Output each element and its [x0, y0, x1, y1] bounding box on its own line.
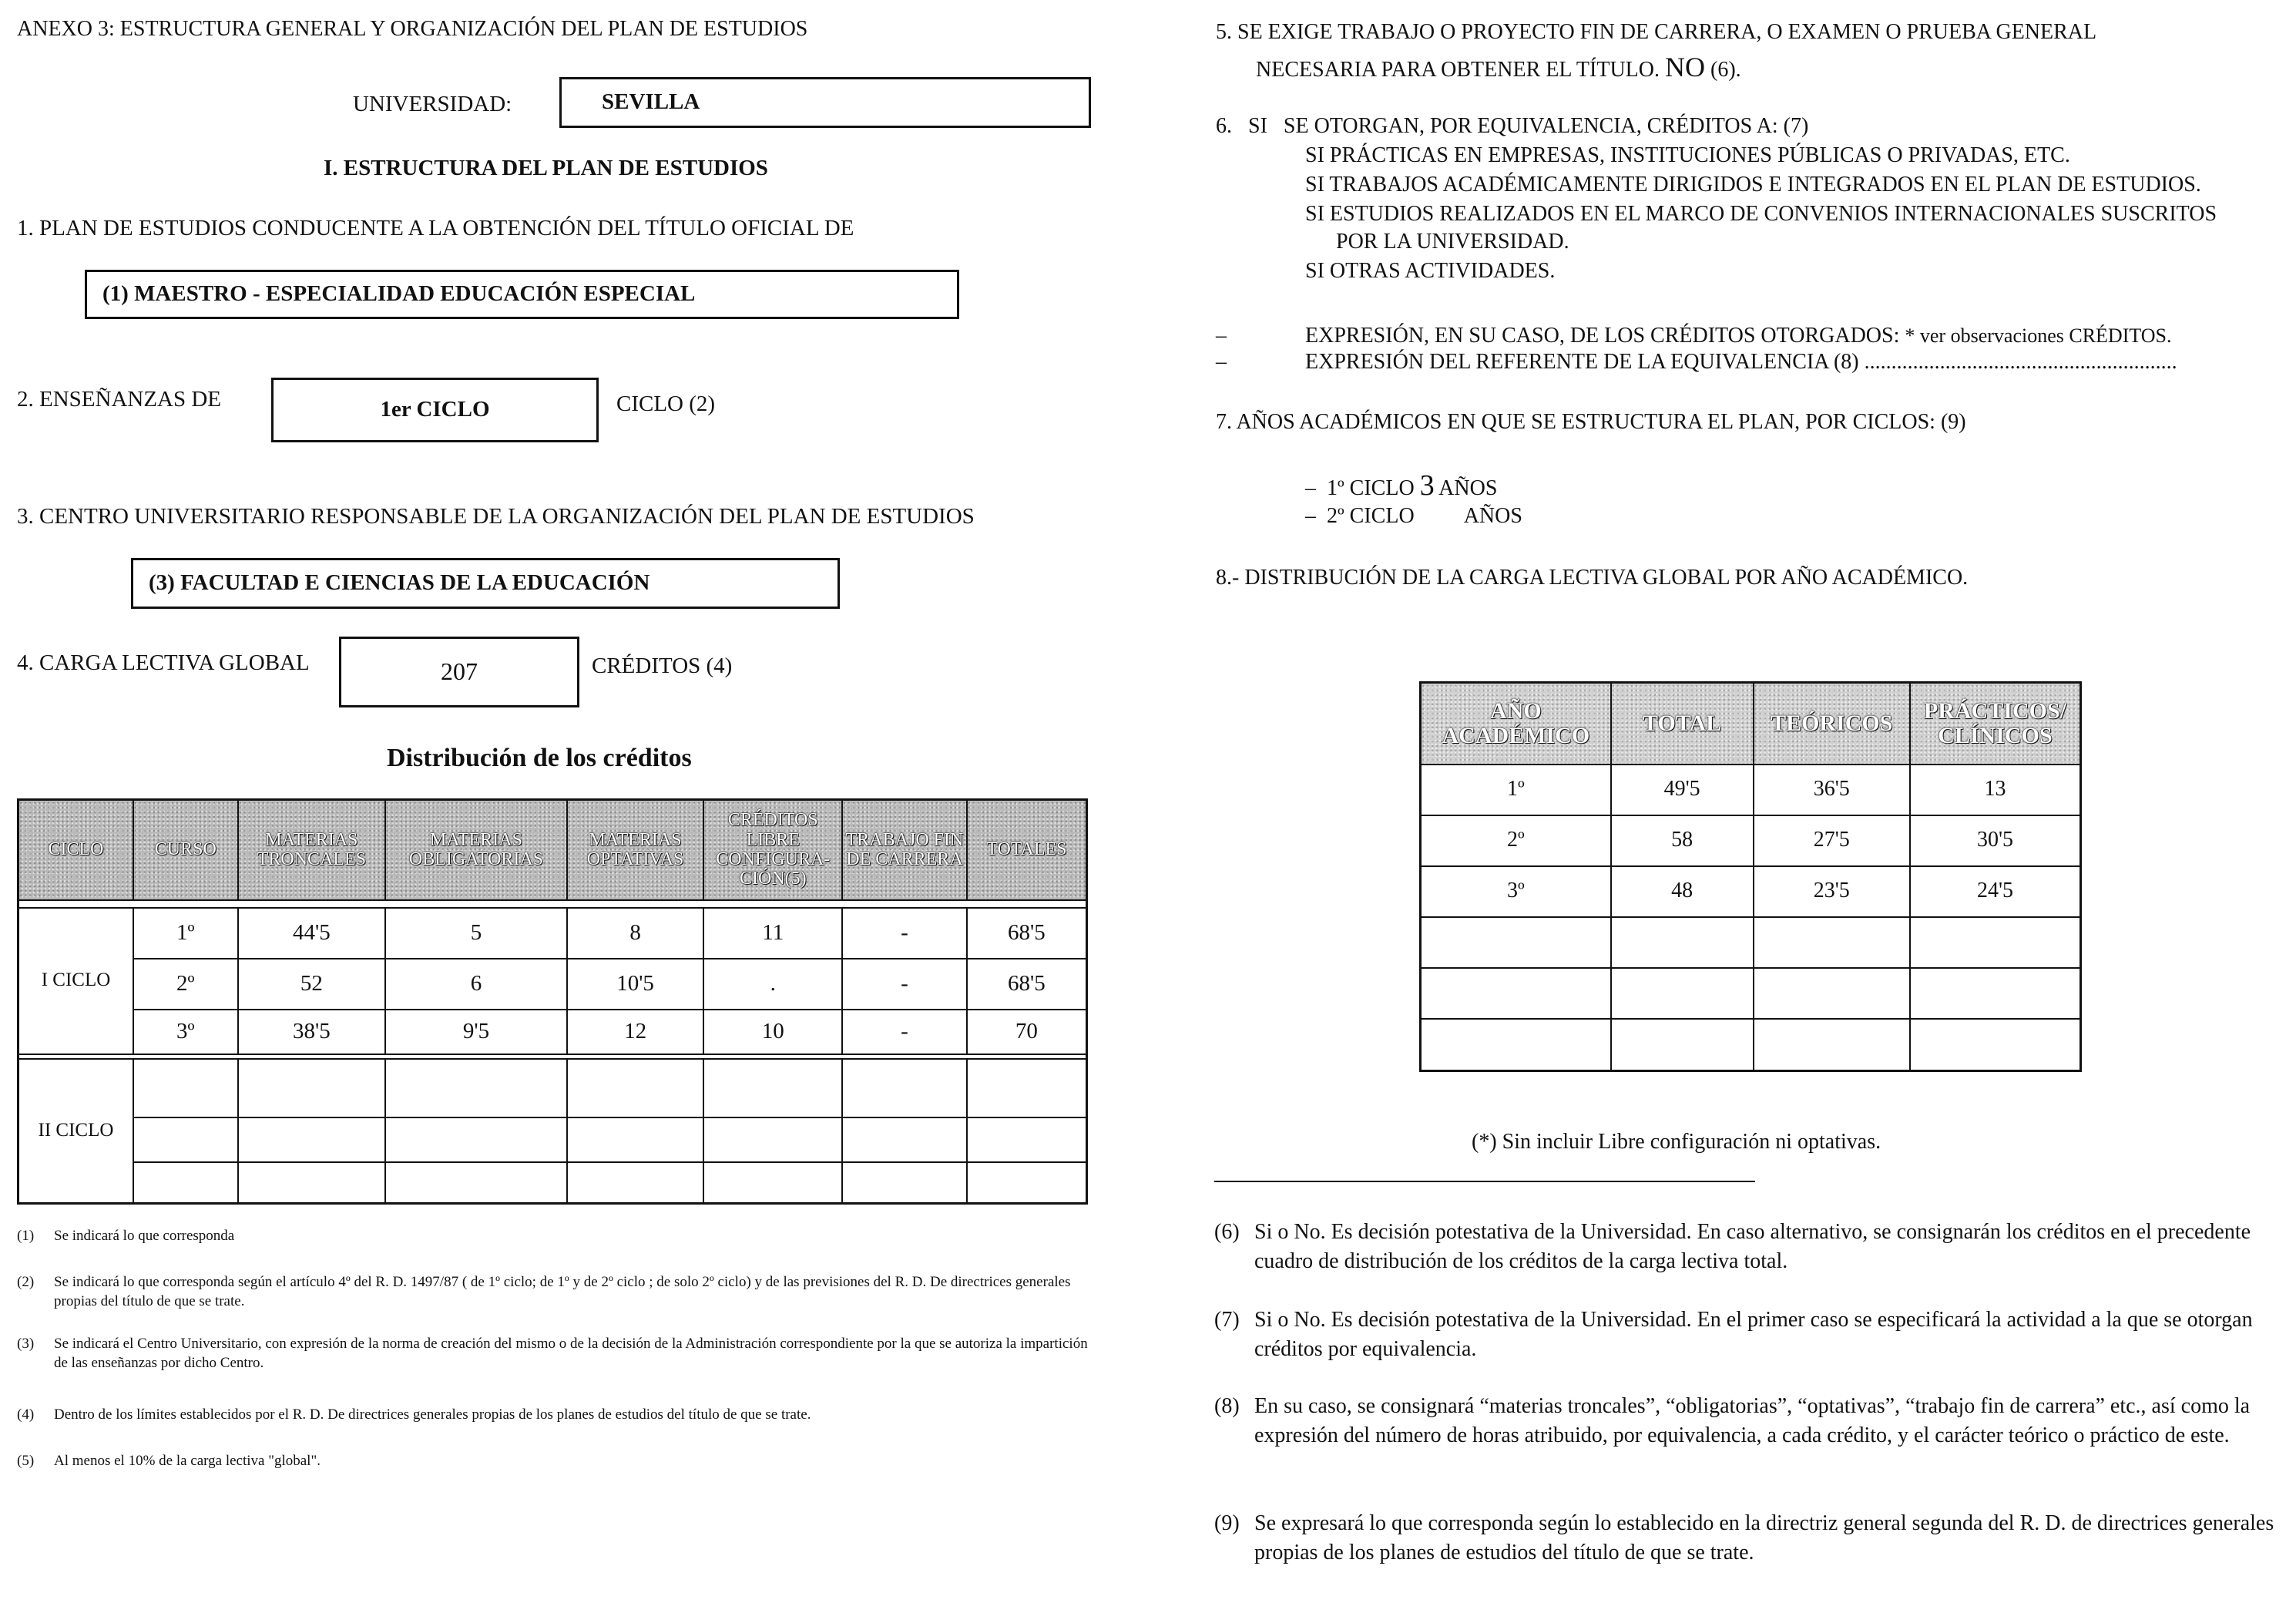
- table-cell: 5: [385, 908, 567, 959]
- footnote-9: (9) Se expresará lo que corresponda según lo establecido en la directriz general segunda del R. D. de directrices generales propias de los planes de estudios del título de que se trate.: [1214, 1511, 2274, 1564]
- item5-ref: (6).: [1710, 58, 1741, 82]
- table-row: [1421, 866, 2081, 917]
- table-cell: 1º: [133, 908, 238, 959]
- table-cell: 13: [1910, 765, 2081, 815]
- cycle1-label: I CICLO: [18, 908, 133, 1054]
- table-row: [18, 908, 1087, 959]
- header-troncales: MATERIAS TRONCALES: [238, 800, 386, 900]
- header-trabajo-fin-carrera: TRABAJO FIN DE CARRERA: [842, 800, 967, 900]
- table-cell: 2º: [133, 959, 238, 1010]
- title-value: (1) MAESTRO - ESPECIALIDAD EDUCACIÓN ESPECIAL: [102, 281, 696, 307]
- item5-line2: [1256, 49, 1741, 86]
- item2-suffix: CICLO (2): [616, 392, 716, 416]
- title-box: [85, 270, 959, 319]
- table-cell: -: [842, 908, 967, 959]
- table-cell: 1º: [1421, 765, 1611, 815]
- credits-value: 207: [441, 657, 478, 686]
- annex-title-text: ANEXO 3: ESTRUCTURA GENERAL Y ORGANIZACIÓN DEL PLAN DE ESTUDIOS: [17, 17, 808, 41]
- item6-dash1-text: EXPRESIÓN, EN SU CASO, DE LOS CRÉDITOS OTORGADOS:: [1305, 324, 1900, 348]
- table-cell: 10: [703, 1010, 842, 1054]
- table-cell: -: [842, 959, 967, 1010]
- table-cell: 11: [703, 908, 842, 959]
- item6-header: [1216, 113, 1808, 140]
- header-practicos: PRÁCTICOS/ CLÍNICOS: [1910, 683, 2081, 765]
- cycle-box: [271, 378, 599, 442]
- table-row: [1421, 968, 2081, 1019]
- header-total: TOTAL: [1611, 683, 1754, 765]
- table-cell: 68'5: [967, 959, 1087, 1010]
- item1-label: 1. PLAN DE ESTUDIOS CONDUCENTE A LA OBTENCIÓN DEL TÍTULO OFICIAL DE: [17, 216, 854, 240]
- footnote-2: (2) Se indicará lo que corresponda según el artículo 4º del R. D. 1497/87 ( de 1º ciclo; de 1º y de 2º ciclo ; de solo 2º ciclo) y de las previsiones del R. D. De directrices generales propias del título de que se trate.: [17, 1274, 1071, 1309]
- item6-option-2: SI TRABAJOS ACADÉMICAMENTE DIRIGIDOS E INTEGRADOS EN EL PLAN DE ESTUDIOS.: [1305, 173, 2201, 197]
- table-cell: 23'5: [1754, 866, 1910, 917]
- item7-cycle-1: – 1º CICLO 3 AÑOS: [1305, 469, 1498, 502]
- cycle-value: 1er CICLO: [380, 397, 490, 422]
- table-cell: -: [842, 1010, 967, 1054]
- table-cell: 3º: [1421, 866, 1611, 917]
- annex-title: [17, 15, 807, 43]
- table-cell: 3º: [133, 1010, 238, 1054]
- centre-value: (3) FACULTAD E CIENCIAS DE LA EDUCACIÓN: [149, 570, 650, 596]
- table-row: [18, 1117, 1087, 1162]
- table-cell: 38'5: [238, 1010, 386, 1054]
- table-cell: 48: [1611, 866, 1754, 917]
- table-row: [1421, 765, 2081, 815]
- footnote-5: (5) Al menos el 10% de la carga lectiva "global".: [17, 1453, 321, 1469]
- table-cell: 24'5: [1910, 866, 2081, 917]
- footnote-divider: [1214, 1181, 1755, 1182]
- table-cell: 30'5: [1910, 815, 2081, 866]
- item3-label: 3. CENTRO UNIVERSITARIO RESPONSABLE DE LA ORGANIZACIÓN DEL PLAN DE ESTUDIOS: [17, 504, 975, 529]
- table-row: [18, 1059, 1087, 1117]
- year-table-note: (*) Sin incluir Libre configuración ni optativas.: [1472, 1130, 1881, 1154]
- header-ciclo: CICLO: [18, 800, 133, 900]
- table-row: [1421, 1019, 2081, 1071]
- table-row: [1421, 917, 2081, 968]
- year-header-row: [1421, 683, 2081, 765]
- section-title: I. ESTRUCTURA DEL PLAN DE ESTUDIOS: [324, 156, 768, 180]
- centre-box: [131, 558, 840, 609]
- item7-label: 7. AÑOS ACADÉMICOS EN QUE SE ESTRUCTURA EL PLAN, POR CICLOS: (9): [1216, 410, 1966, 434]
- table-cell: 44'5: [238, 908, 386, 959]
- table-cell: 2º: [1421, 815, 1611, 866]
- credits-table-title: Distribución de los créditos: [387, 744, 692, 772]
- footnote-6: (6) Si o No. Es decisión potestativa de la Universidad. En caso alternativo, se consignarán los créditos en el precedente cuadro de distribución de los créditos de la carga lectiva total.: [1214, 1220, 2251, 1273]
- item4-label: 4. CARGA LECTIVA GLOBAL: [17, 650, 310, 675]
- item6-option-1: SI PRÁCTICAS EN EMPRESAS, INSTITUCIONES PÚBLICAS O PRIVADAS, ETC.: [1305, 143, 2070, 167]
- table-row: [18, 959, 1087, 1010]
- header-teoricos: TEÓRICOS: [1754, 683, 1910, 765]
- table-row: [18, 1162, 1087, 1204]
- header-curso: CURSO: [133, 800, 238, 900]
- header-obligatorias: MATERIAS OBLIGATORIAS: [385, 800, 567, 900]
- credits-box: [339, 637, 579, 707]
- table-cell: 8: [567, 908, 704, 959]
- table-cell: 12: [567, 1010, 704, 1054]
- year-table: [1419, 681, 2082, 1072]
- credits-header-row: [18, 800, 1087, 900]
- table-cell: 52: [238, 959, 386, 1010]
- item6-num: 6.: [1216, 114, 1232, 138]
- item6-option-3: SI ESTUDIOS REALIZADOS EN EL MARCO DE CONVENIOS INTERNACIONALES SUSCRITOS: [1305, 202, 2217, 226]
- table-cell: .: [703, 959, 842, 1010]
- table-cell: 70: [967, 1010, 1087, 1054]
- table-cell: 49'5: [1611, 765, 1754, 815]
- table-cell: 27'5: [1754, 815, 1910, 866]
- footnote-3: (3) Se indicará el Centro Universitario, con expresión de la norma de creación del mismo o de la decisión de la Administración correspondiente por la que se autoriza la impartición de las enseñanzas por dicho Centro.: [17, 1336, 1088, 1371]
- table-cell: 68'5: [967, 908, 1087, 959]
- credits-table: [17, 798, 1088, 1205]
- item6-intro: SE OTORGAN, POR EQUIVALENCIA, CRÉDITOS A: (7): [1283, 114, 1809, 138]
- item6-dash-1: – EXPRESIÓN, EN SU CASO, DE LOS CRÉDITOS OTORGADOS: * ver observaciones CRÉDITOS.: [1216, 324, 2172, 348]
- table-row: [18, 1010, 1087, 1054]
- university-value: SEVILLA: [602, 89, 700, 115]
- header-libre-configuracion: CRÉDITOS LIBRE CONFIGURA-CIÓN(5): [703, 800, 842, 900]
- item5-line1: 5. SE EXIGE TRABAJO O PROYECTO FIN DE CARRERA, O EXAMEN O PRUEBA GENERAL: [1216, 20, 2097, 44]
- footnote-8: (8) En su caso, se consignará “materias troncales”, “obligatorias”, “optativas”, “trabajo fin de carrera” etc., así como la expresión del número de horas atribuido, por equivalencia, a cada crédito, y el carácter teórico o práctico de este.: [1214, 1394, 2251, 1447]
- cycle2-label: II CICLO: [18, 1059, 133, 1204]
- item4-suffix: CRÉDITOS (4): [592, 654, 733, 678]
- item6-si: SI: [1248, 114, 1267, 138]
- item6-option-4: SI OTRAS ACTIVIDADES.: [1305, 259, 1556, 283]
- item5-answer: NO: [1665, 52, 1705, 82]
- header-ano-academico: AÑO ACADÉMICO: [1421, 683, 1611, 765]
- item6-dash1-note: * ver observaciones CRÉDITOS.: [1905, 324, 2172, 347]
- item2-label: 2. ENSEÑANZAS DE: [17, 387, 222, 412]
- table-cell: 58: [1611, 815, 1754, 866]
- header-optativas: MATERIAS OPTATIVAS: [567, 800, 704, 900]
- item6-dash-2: – EXPRESIÓN DEL REFERENTE DE LA EQUIVALENCIA (8) ..........................................................: [1216, 350, 2177, 374]
- table-cell: 10'5: [567, 959, 704, 1010]
- item6-dash2-text: EXPRESIÓN DEL REFERENTE DE LA EQUIVALENCIA (8) ..........................................................: [1305, 350, 2177, 374]
- item5-line2-text: NECESARIA PARA OBTENER EL TÍTULO.: [1256, 58, 1660, 82]
- university-box: [559, 77, 1091, 128]
- header-totales: TOTALES: [967, 800, 1087, 900]
- university-label: UNIVERSIDAD:: [353, 92, 512, 116]
- footnote-4: (4) Dentro de los límites establecidos por el R. D. De directrices generales propias de los planes de estudios del título de que se trate.: [17, 1406, 811, 1423]
- item7-cycle1-years: 3: [1419, 469, 1435, 502]
- table-row: [1421, 815, 2081, 866]
- item7-cycle-2: – 2º CICLO AÑOS: [1305, 504, 1522, 528]
- table-cell: 9'5: [385, 1010, 567, 1054]
- table-cell: 6: [385, 959, 567, 1010]
- item8-label: 8.- DISTRIBUCIÓN DE LA CARGA LECTIVA GLOBAL POR AÑO ACADÉMICO.: [1216, 566, 1969, 590]
- table-cell: 36'5: [1754, 765, 1910, 815]
- footnote-7: (7) Si o No. Es decisión potestativa de la Universidad. En el primer caso se especificará la actividad a la que se otorgan créditos por equivalencia.: [1214, 1308, 2253, 1361]
- footnote-1: (1) Se indicará lo que corresponda: [17, 1228, 235, 1244]
- item6-option-3-cont: POR LA UNIVERSIDAD.: [1336, 230, 1569, 254]
